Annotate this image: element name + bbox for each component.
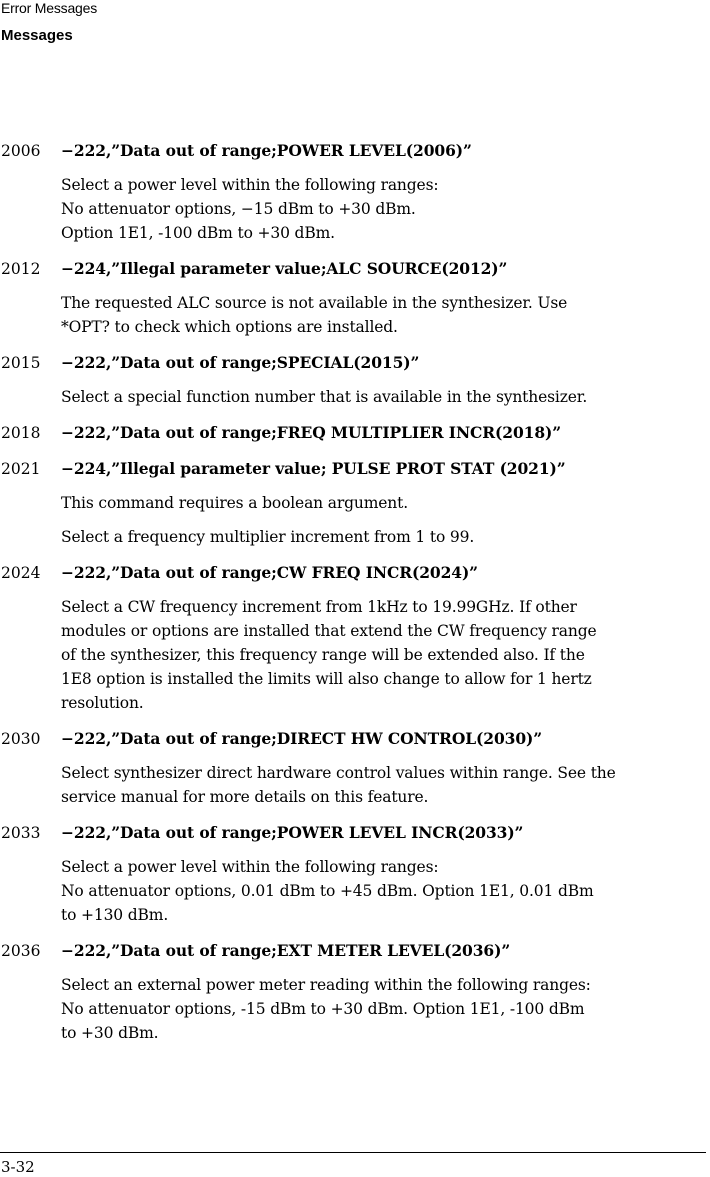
error-entry (0, 457, 710, 561)
error-code: 2012 (1, 260, 41, 278)
description-line: resolution. (61, 694, 144, 712)
error-description (61, 491, 710, 515)
error-title: −222,”Data out of range;DIRECT HW CONTROL(2030)” (61, 729, 543, 748)
error-title: −222,”Data out of range;CW FREQ INCR(2024)” (61, 563, 479, 582)
description-line: 1E8 option is installed the limits will also change to allow for 1 hertz (61, 670, 592, 688)
error-title: −222,”Data out of range;POWER LEVEL INCR(2033)” (61, 823, 524, 842)
error-entry (0, 727, 710, 821)
error-description (61, 291, 710, 339)
error-description (61, 973, 710, 1045)
error-entry (0, 139, 710, 257)
error-code: 2015 (1, 354, 41, 372)
section-title: Messages (1, 27, 73, 44)
description-line: No attenuator options, 0.01 dBm to +45 dBm. Option 1E1, 0.01 dBm (61, 882, 594, 900)
description-line: This command requires a boolean argument. (61, 494, 408, 512)
error-description (61, 385, 710, 409)
description-line: to +130 dBm. (61, 906, 169, 924)
error-description (61, 173, 710, 245)
description-line: Select a power level within the following ranges: (61, 176, 439, 194)
error-description (61, 855, 710, 927)
description-line: Select a CW frequency increment from 1kHz to 19.99GHz. If other (61, 598, 577, 616)
error-title: −222,”Data out of range;FREQ MULTIPLIER INCR(2018)” (61, 423, 562, 442)
running-header: Error Messages (1, 0, 98, 16)
description-line: Select a power level within the following ranges: (61, 858, 439, 876)
page-number: 3-32 (1, 1158, 35, 1176)
error-message-list (0, 139, 710, 1045)
error-title: −224,”Illegal parameter value; PULSE PROT STAT (2021)” (61, 459, 566, 478)
description-line: Select a frequency multiplier increment from 1 to 99. (61, 528, 475, 546)
description-line: *OPT? to check which options are installed. (61, 318, 398, 336)
description-line: The requested ALC source is not available in the synthesizer. Use (61, 294, 568, 312)
error-title: −224,”Illegal parameter value;ALC SOURCE(2012)” (61, 259, 508, 278)
error-code: 2030 (1, 730, 41, 748)
description-line: Select synthesizer direct hardware control values within range. See the (61, 764, 616, 782)
error-title: −222,”Data out of range;SPECIAL(2015)” (61, 353, 420, 372)
error-entry (0, 421, 710, 457)
error-title: −222,”Data out of range;POWER LEVEL(2006)” (61, 141, 472, 160)
error-entry (0, 561, 710, 727)
error-code: 2024 (1, 564, 41, 582)
description-line: to +30 dBm. (61, 1024, 159, 1042)
error-description (61, 595, 710, 715)
description-line: Select a special function number that is available in the synthesizer. (61, 388, 588, 406)
footer-divider (0, 1152, 706, 1153)
error-code: 2036 (1, 942, 41, 960)
error-entry (0, 821, 710, 939)
description-line: Select an external power meter reading within the following ranges: (61, 976, 591, 994)
error-title: −222,”Data out of range;EXT METER LEVEL(2036)” (61, 941, 511, 960)
error-code: 2006 (1, 142, 41, 160)
description-line: No attenuator options, −15 dBm to +30 dBm. (61, 200, 416, 218)
description-line: Option 1E1, -100 dBm to +30 dBm. (61, 224, 335, 242)
description-line: No attenuator options, -15 dBm to +30 dBm. Option 1E1, -100 dBm (61, 1000, 585, 1018)
error-code: 2021 (1, 460, 41, 478)
description-line: service manual for more details on this feature. (61, 788, 429, 806)
error-code: 2018 (1, 424, 41, 442)
error-description (61, 525, 710, 549)
error-description (61, 761, 710, 809)
description-line: modules or options are installed that extend the CW frequency range (61, 622, 597, 640)
error-code: 2033 (1, 824, 41, 842)
error-entry (0, 351, 710, 421)
error-entry (0, 939, 710, 1045)
description-line: of the synthesizer, this frequency range will be extended also. If the (61, 646, 585, 664)
error-entry (0, 257, 710, 351)
